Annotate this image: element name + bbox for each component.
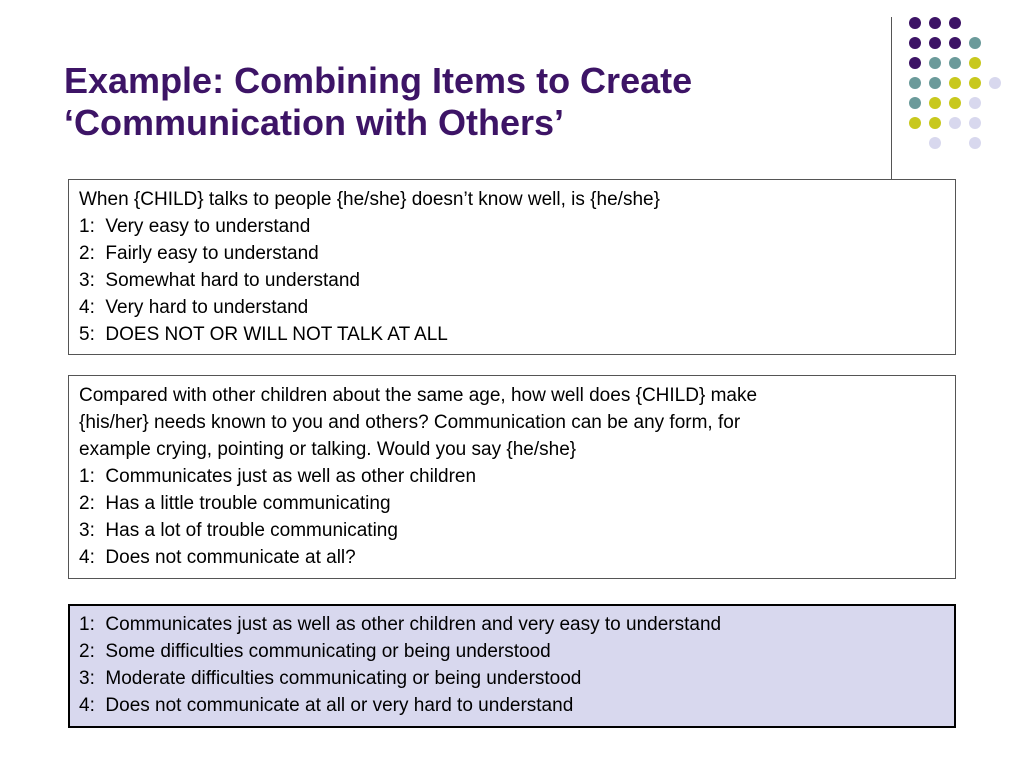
item1-option-3: 3: Somewhat hard to understand: [79, 270, 360, 291]
combined-option-2: 2: Some difficulties communicating or being understood: [79, 641, 551, 662]
item2-question-line-2: {his/her} needs known to you and others? Communication can be any form, for: [79, 412, 741, 433]
dot-grid-decoration: [908, 16, 1008, 166]
item2-question-line-3: example crying, pointing or talking. Would you say {he/she}: [79, 439, 577, 460]
combined-option-3: 3: Moderate difficulties communicating or being understood: [79, 668, 582, 689]
item2-option-2: 2: Has a little trouble communicating: [79, 493, 391, 514]
item1-option-2: 2: Fairly easy to understand: [79, 243, 319, 264]
item2-option-4: 4: Does not communicate at all?: [79, 547, 356, 568]
item2-option-3: 3: Has a lot of trouble communicating: [79, 520, 398, 541]
title-line-1: Example: Combining Items to Create: [64, 60, 693, 101]
item-box-make-needs-known: [68, 375, 956, 579]
item1-option-5: 5: DOES NOT OR WILL NOT TALK AT ALL: [79, 324, 448, 345]
combined-option-4: 4: Does not communicate at all or very hard to understand: [79, 695, 574, 716]
item1-question: When {CHILD} talks to people {he/she} doesn’t know well, is {he/she}: [79, 189, 660, 210]
combined-option-1: 1: Communicates just as well as other children and very easy to understand: [79, 614, 722, 635]
vertical-divider: [891, 17, 892, 187]
item-box-talk-to-strangers: [68, 179, 956, 355]
item2-question-line-1: Compared with other children about the same age, how well does {CHILD} make: [79, 385, 758, 406]
item1-option-1: 1: Very easy to understand: [79, 216, 311, 237]
item1-option-4: 4: Very hard to understand: [79, 297, 309, 318]
title-line-2: ‘Communication with Others’: [64, 102, 565, 143]
combined-item-box: [68, 604, 956, 728]
item2-option-1: 1: Communicates just as well as other children: [79, 466, 477, 487]
slide-title: [64, 60, 864, 144]
